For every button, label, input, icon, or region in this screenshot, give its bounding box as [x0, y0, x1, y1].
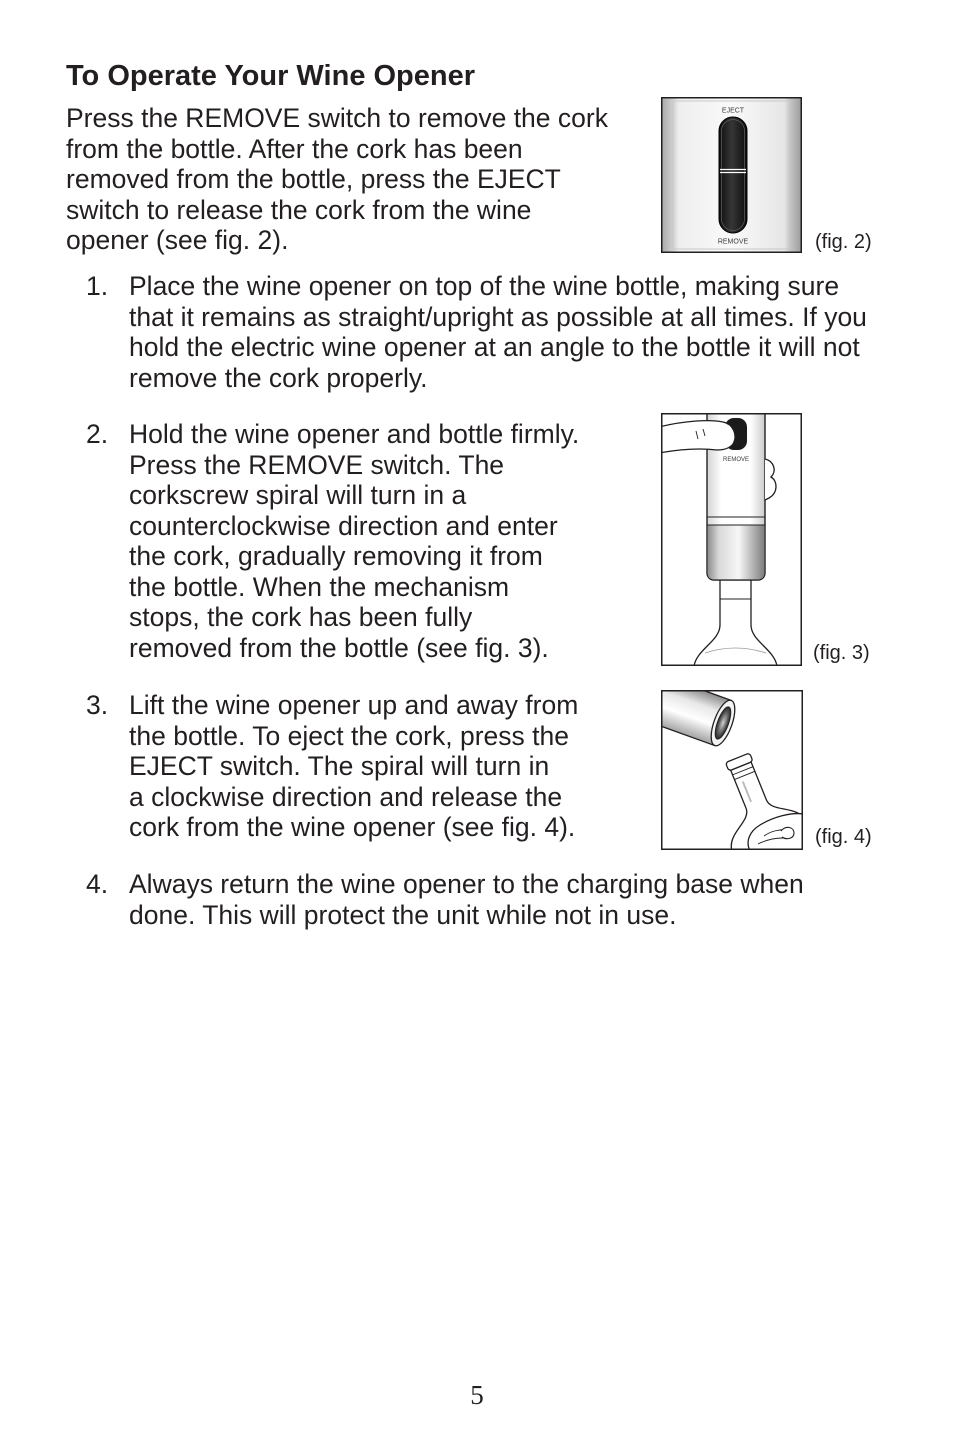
step-4 — [86, 869, 804, 930]
step-line: corkscrew spiral will turn in a — [129, 480, 467, 510]
step-line: counterclockwise direction and enter — [129, 510, 558, 541]
step-line: remove the cork properly. — [129, 362, 428, 393]
step-1 — [86, 271, 867, 393]
step-line: EJECT switch. The spiral will turn in — [129, 751, 550, 781]
step-line: the cork, gradually removing it from — [129, 541, 543, 571]
figure-4-eject-cork — [661, 690, 803, 850]
page-number: 5 — [470, 1380, 484, 1410]
step-line: hold the electric wine opener at an angle to the bottle it will not — [129, 332, 860, 362]
step-line: cork from the wine opener (see fig. 4). — [129, 812, 576, 842]
figure-caption: (fig. 2) — [815, 231, 872, 253]
step-line: the bottle. To eject the cork, press the — [129, 720, 569, 751]
intro-line: removed from the bottle, press the EJECT — [66, 164, 561, 194]
figure-caption: (fig. 3) — [813, 642, 870, 664]
step-line: Lift the wine opener up and away from — [129, 690, 579, 720]
step-text — [129, 690, 578, 843]
step-line: Place the wine opener on top of the wine bottle, making sure — [129, 271, 840, 301]
step-number: 1. — [86, 271, 109, 301]
intro-line: opener (see fig. 2). — [66, 225, 289, 255]
step-text — [129, 419, 579, 663]
opener-collar — [708, 525, 765, 579]
step-line: removed from the bottle (see fig. 3). — [129, 632, 549, 663]
step-number: 3. — [86, 690, 109, 720]
figure-2-switch-panel — [661, 97, 802, 253]
step-text — [129, 869, 804, 930]
intro-line: from the bottle. After the cork has been — [66, 133, 523, 164]
step-line: Press the REMOVE switch. The — [129, 449, 505, 480]
step-number: 2. — [86, 419, 109, 449]
step-line: stops, the cork has been fully — [129, 602, 473, 632]
index-finger — [661, 421, 735, 453]
step-line: that it remains as straight/upright as possible at all times. If you — [129, 301, 867, 332]
intro-line: switch to release the cork from the wine — [66, 194, 532, 225]
step-line: Always return the wine opener to the charging base when — [129, 869, 804, 899]
step-3 — [86, 690, 578, 843]
section-heading: To Operate Your Wine Opener — [66, 60, 476, 92]
figure-caption: (fig. 4) — [815, 826, 872, 848]
step-line: done. This will protect the unit while not in use. — [129, 899, 677, 930]
remove-label: REMOVE — [717, 238, 749, 246]
step-number: 4. — [86, 869, 109, 899]
step-line: the bottle. When the mechanism — [129, 571, 510, 602]
intro-line: Press the REMOVE switch to remove the cork — [66, 103, 608, 133]
rocker-switch — [719, 117, 747, 233]
thumb — [781, 827, 794, 838]
step-line: Hold the wine opener and bottle firmly. — [129, 419, 580, 449]
eject-label: EJECT — [721, 107, 745, 115]
figure-3-remove-cork — [661, 413, 802, 666]
step-2 — [86, 419, 579, 663]
remove-label: REMOVE — [722, 457, 750, 463]
intro-paragraph — [66, 103, 608, 256]
step-line: a clockwise direction and release the — [129, 781, 563, 812]
step-text — [129, 271, 867, 393]
